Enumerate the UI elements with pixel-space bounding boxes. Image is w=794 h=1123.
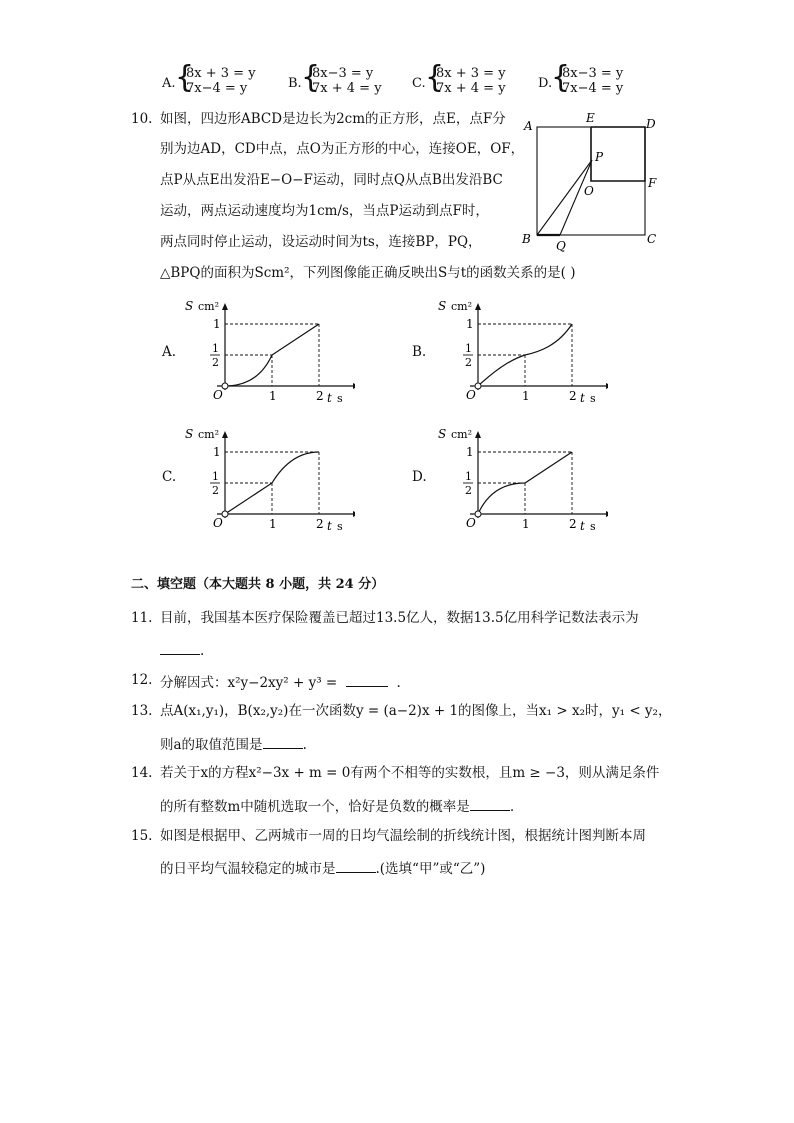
q15-line-2 bbox=[160, 860, 485, 877]
origin-label: O bbox=[213, 516, 223, 530]
y-axis-unit: cm² bbox=[198, 428, 220, 441]
option-label: A. bbox=[162, 76, 176, 91]
label-p: P bbox=[595, 150, 604, 164]
tick-label-half-num: 1 bbox=[465, 470, 472, 483]
x-axis-unit: s bbox=[590, 392, 596, 405]
label-f: F bbox=[648, 176, 657, 190]
equation-2: 7x + 4 = y bbox=[436, 81, 506, 96]
q12-text bbox=[160, 674, 401, 691]
origin-label: O bbox=[466, 388, 476, 402]
label-q: Q bbox=[556, 239, 566, 253]
answer-blank[interactable] bbox=[160, 642, 200, 655]
q15-prompt: 的日平均气温较稳定的城市是 bbox=[160, 861, 336, 877]
origin-label: O bbox=[466, 516, 476, 530]
tick-label-t2: 2 bbox=[569, 389, 577, 403]
t-axis-arrow bbox=[606, 511, 608, 517]
tick-label-s1: 1 bbox=[213, 317, 221, 331]
origin-label: O bbox=[213, 388, 223, 402]
q15-line-1: 如图是根据甲、乙两城市一周的日均气温绘制的折线统计图，根据统计图判断本周 bbox=[160, 828, 646, 844]
q10-number: 10. bbox=[131, 111, 153, 127]
q12-expression: 分解因式：x²y−2xy² + y³ = bbox=[160, 675, 338, 691]
square-figure bbox=[515, 110, 665, 255]
origin-point bbox=[222, 383, 228, 389]
y-axis-label: S bbox=[438, 427, 447, 441]
tick-label-s1: 1 bbox=[213, 445, 221, 459]
origin-point bbox=[222, 511, 228, 517]
graph-option-label-c: C. bbox=[162, 469, 177, 485]
q12-period: . bbox=[396, 675, 401, 691]
q14-number: 14. bbox=[131, 765, 153, 781]
label-a: A bbox=[524, 119, 533, 133]
label-c: C bbox=[647, 232, 657, 246]
q15-number: 15. bbox=[131, 828, 153, 844]
q14-prompt: 的所有整数m中随机选取一个，恰好是负数的概率是 bbox=[160, 799, 470, 815]
s-axis-arrow bbox=[475, 303, 481, 310]
y-axis-unit: cm² bbox=[451, 428, 473, 441]
origin-point bbox=[475, 511, 481, 517]
section-title: 二、填空题（本大题共 8 小题，共 24 分） bbox=[131, 577, 385, 592]
tick-label-t1: 1 bbox=[269, 389, 277, 403]
y-axis-label: S bbox=[185, 427, 194, 441]
tick-label-half-num: 1 bbox=[465, 342, 472, 355]
tick-label-s1: 1 bbox=[466, 445, 474, 459]
tick-label-half-num: 1 bbox=[212, 342, 219, 355]
q10-line-6: △BPQ的面积为Scm²，下列图像能正确反映出S与t的函数关系的是( ) bbox=[160, 265, 576, 281]
x-axis-label: t bbox=[580, 519, 585, 533]
x-axis-label: t bbox=[580, 391, 585, 405]
answer-blank[interactable] bbox=[336, 860, 376, 873]
answer-blank[interactable] bbox=[470, 798, 510, 811]
equation-1: 8x + 3 = y bbox=[186, 66, 256, 81]
tick-label-t1: 1 bbox=[522, 389, 530, 403]
graph-d bbox=[433, 424, 608, 536]
graph-c bbox=[180, 424, 355, 536]
option-label: D. bbox=[538, 76, 553, 91]
tick-label-t2: 2 bbox=[316, 517, 324, 531]
answer-blank[interactable] bbox=[263, 736, 303, 749]
y-axis-unit: cm² bbox=[451, 300, 473, 313]
equation-1: 8x−3 = y bbox=[312, 66, 374, 81]
q11-answer-line bbox=[160, 642, 204, 659]
q11-number: 11. bbox=[131, 610, 153, 626]
label-b: B bbox=[522, 232, 531, 246]
q10-line-2: 别为边AD，CD中点，点O为正方形的中心，连接OE，OF， bbox=[160, 141, 525, 157]
s-axis-arrow bbox=[475, 431, 481, 438]
y-axis-label: S bbox=[185, 299, 194, 313]
q13-line-2 bbox=[160, 736, 307, 753]
x-axis-unit: s bbox=[337, 520, 343, 533]
tick-label-half-den: 2 bbox=[465, 356, 472, 369]
q13-prompt: 则a的取值范围是 bbox=[160, 737, 263, 753]
graph-option-label-d: D. bbox=[412, 469, 427, 485]
tick-label-half-num: 1 bbox=[212, 470, 219, 483]
brace: { bbox=[425, 60, 445, 95]
y-axis-label: S bbox=[438, 299, 447, 313]
brace: { bbox=[551, 60, 571, 95]
tick-label-half-den: 2 bbox=[212, 484, 219, 497]
q10-line-5: 两点同时停止运动，设运动时间为ts，连接BP，PQ， bbox=[160, 234, 482, 250]
q14-line-2 bbox=[160, 798, 514, 815]
x-axis-unit: s bbox=[337, 392, 343, 405]
graph-b bbox=[433, 296, 608, 408]
x-axis-label: t bbox=[327, 391, 332, 405]
tick-label-t1: 1 bbox=[269, 517, 277, 531]
q13-line-1: 点A(x₁,y₁)，B(x₂,y₂)在一次函数y = (a−2)x + 1的图像上，当x₁ > x₂时，y₁ < y₂， bbox=[160, 703, 672, 719]
graph-option-label-a: A. bbox=[162, 344, 177, 360]
t-axis-arrow bbox=[353, 511, 355, 517]
graph-option-label-b: B. bbox=[412, 344, 427, 360]
answer-blank[interactable] bbox=[346, 674, 388, 687]
y-axis-unit: cm² bbox=[198, 300, 220, 313]
equation-1: 8x + 3 = y bbox=[436, 66, 506, 81]
equation-2: 7x−4 = y bbox=[186, 81, 248, 96]
q15-hint: .(选填“甲”或“乙”) bbox=[375, 861, 486, 877]
q13-number: 13. bbox=[131, 703, 153, 719]
q14-period: . bbox=[509, 799, 515, 815]
option-label: B. bbox=[288, 76, 302, 91]
label-o: O bbox=[584, 184, 594, 198]
q10-line-3: 点P从点E出发沿E−O−F运动，同时点Q从点B出发沿BC bbox=[160, 172, 503, 188]
q11-period: . bbox=[200, 643, 205, 659]
tick-label-t1: 1 bbox=[522, 517, 530, 531]
q13-period: . bbox=[302, 737, 307, 753]
equation-1: 8x−3 = y bbox=[562, 66, 624, 81]
x-axis-unit: s bbox=[590, 520, 596, 533]
tick-label-t2: 2 bbox=[569, 517, 577, 531]
equation-2: 7x + 4 = y bbox=[312, 81, 382, 96]
q10-line-4: 运动，两点运动速度均为1cm/s，当点P运动到点F时， bbox=[160, 203, 489, 219]
q11-line-1: 目前，我国基本医疗保险覆盖已超过13.5亿人，数据13.5亿用科学记数法表示为 bbox=[160, 610, 639, 626]
brace: { bbox=[301, 60, 321, 95]
tick-label-s1: 1 bbox=[466, 317, 474, 331]
tick-label-t2: 2 bbox=[316, 389, 324, 403]
equation-2: 7x−4 = y bbox=[562, 81, 624, 96]
s-axis-arrow bbox=[222, 431, 228, 438]
s-axis-arrow bbox=[222, 303, 228, 310]
q14-line-1: 若关于x的方程x²−3x + m = 0有两个不相等的实数根，且m ≥ −3，则从满足条件 bbox=[160, 765, 660, 781]
q10-line-1: 如图，四边形ABCD是边长为2cm的正方形，点E，点F分 bbox=[160, 111, 506, 127]
label-e: E bbox=[586, 111, 595, 125]
origin-point bbox=[475, 383, 481, 389]
x-axis-label: t bbox=[327, 519, 332, 533]
q12-number: 12. bbox=[131, 672, 153, 688]
tick-label-half-den: 2 bbox=[212, 356, 219, 369]
brace: { bbox=[175, 60, 195, 95]
tick-label-half-den: 2 bbox=[465, 484, 472, 497]
label-d: D bbox=[646, 117, 656, 131]
t-axis-arrow bbox=[606, 383, 608, 389]
graph-a bbox=[180, 296, 355, 408]
option-label: C. bbox=[412, 76, 426, 91]
t-axis-arrow bbox=[353, 383, 355, 389]
